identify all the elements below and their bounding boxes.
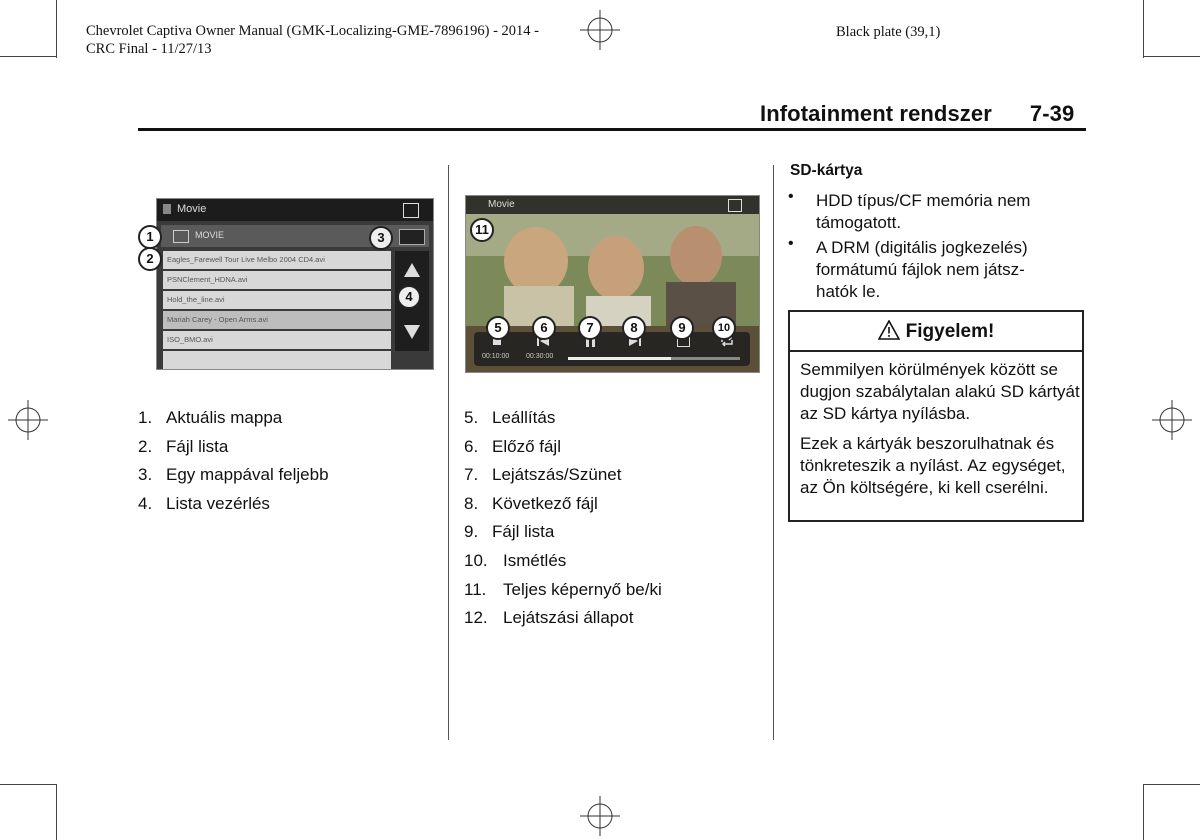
list-item: [464, 437, 561, 457]
file-row[interactable]: ISO_BMO.avi: [163, 331, 391, 349]
file-row[interactable]: Mariah Carey - Open Arms.avi: [163, 311, 391, 329]
crop-mark: [0, 56, 56, 57]
callout-2: 2: [138, 247, 162, 271]
progress-fill: [568, 357, 671, 360]
item-text: Teljes képernyő be/ki: [503, 580, 662, 599]
total-time: 00:30:00: [526, 353, 554, 360]
bullet-item: [788, 237, 1078, 303]
list-item: [464, 608, 633, 628]
item-number: 10.: [464, 551, 488, 570]
file-list: [163, 251, 391, 370]
list-item: [464, 465, 621, 485]
warning-paragraph: Ezek a kártyák beszorulhatnak és tönkreteszik a nyílást. Az egységet, az Ön költségére, ki kell cserélni.: [800, 434, 1066, 497]
file-row[interactable]: Eagles_Farewell Tour Live Melbo 2004 CD4.avi: [163, 251, 391, 269]
elapsed-time: 00:10:00: [482, 353, 510, 360]
item-text: Egy mappával feljebb: [166, 465, 329, 484]
item-number: 11.: [464, 580, 487, 599]
column-divider: [448, 165, 449, 740]
bullet-text: A DRM (digitális jogkezelés) formátumú fájlok nem játsz-hatók le.: [816, 238, 1028, 301]
file-row: [163, 351, 391, 370]
item-text: Előző fájl: [492, 437, 561, 456]
registration-mark-icon: [8, 400, 48, 440]
item-text: Lejátszási állapot: [503, 608, 634, 627]
item-number: 4.: [138, 494, 153, 513]
print-header-line2: CRC Final - 11/27/13: [86, 41, 212, 57]
registration-mark-icon: [580, 10, 620, 50]
warning-title-bar: [790, 312, 1082, 352]
item-number: 1.: [138, 408, 153, 427]
callout-6: 6: [532, 316, 556, 340]
callout-10: 10: [712, 316, 736, 340]
scroll-down-icon[interactable]: [404, 325, 420, 339]
section-title: Infotainment rendszer: [760, 101, 992, 126]
page-title: [760, 101, 1074, 127]
list-item: [464, 551, 566, 571]
crop-mark: [0, 784, 56, 785]
item-number: 9.: [464, 522, 479, 541]
column-divider: [773, 165, 774, 740]
item-text: Leállítás: [492, 408, 556, 427]
progress-track[interactable]: [568, 357, 740, 360]
screen-title: Movie: [177, 203, 207, 215]
folder-icon: [173, 230, 189, 243]
bullet-dot: •: [788, 188, 794, 205]
movie-browser-screenshot: [156, 198, 434, 370]
list-item: [138, 437, 228, 457]
bullet-item: [788, 190, 1078, 236]
file-row[interactable]: PSNClement_HDNA.avi: [163, 271, 391, 289]
warning-triangle-icon: [878, 320, 900, 340]
bullet-dot: •: [788, 235, 794, 252]
screen-title-bar: [157, 199, 433, 221]
file-row[interactable]: Hold_the_line.avi: [163, 291, 391, 309]
crop-mark: [1144, 784, 1200, 785]
home-icon: [403, 203, 419, 218]
back-icon: [163, 204, 171, 214]
callout-8: 8: [622, 316, 646, 340]
print-header-line1: Chevrolet Captiva Owner Manual (GMK-Localizing-GME-7896196) - 2014 -: [86, 23, 540, 39]
callout-1: 1: [138, 225, 162, 249]
item-text: Fájl lista: [166, 437, 229, 456]
scroll-up-icon[interactable]: [404, 263, 420, 277]
sd-card-heading: SD-kártya: [790, 162, 863, 179]
folder-name: MOVIE: [195, 230, 225, 240]
list-item: [464, 494, 598, 514]
print-header: [86, 22, 539, 58]
home-icon: [728, 199, 742, 212]
item-number: 6.: [464, 437, 479, 456]
registration-mark-icon: [1152, 400, 1192, 440]
item-number: 8.: [464, 494, 479, 513]
item-number: 5.: [464, 408, 479, 427]
callout-9: 9: [670, 316, 694, 340]
list-item: [464, 522, 554, 542]
list-item: [138, 494, 270, 514]
item-text: Aktuális mappa: [166, 408, 283, 427]
item-text: Lista vezérlés: [166, 494, 270, 513]
registration-mark-icon: [580, 796, 620, 836]
title-rule: [138, 128, 1086, 131]
item-number: 7.: [464, 465, 479, 484]
item-text: Lejátszás/Szünet: [492, 465, 622, 484]
plate-label: Black plate (39,1): [836, 24, 941, 40]
callout-7: 7: [578, 316, 602, 340]
player-control-bar: [474, 332, 750, 366]
item-text: Ismétlés: [503, 551, 567, 570]
crop-mark: [1143, 784, 1144, 840]
warning-box: [788, 310, 1084, 522]
folder-up-button[interactable]: [399, 229, 425, 245]
item-number: 2.: [138, 437, 153, 456]
page-number: 7-39: [1029, 101, 1075, 126]
item-text: Következő fájl: [492, 494, 598, 513]
callout-3: 3: [369, 226, 393, 250]
crop-mark: [1144, 56, 1200, 57]
list-item: [138, 408, 282, 428]
list-item: [138, 465, 329, 485]
movie-player-screenshot: [465, 195, 760, 373]
player-title-bar: [466, 196, 759, 214]
crop-mark: [56, 784, 57, 840]
item-number: 3.: [138, 465, 153, 484]
list-item: [464, 408, 555, 428]
warning-title: Figyelem!: [905, 321, 995, 342]
item-text: Fájl lista: [492, 522, 555, 541]
crop-mark: [56, 0, 57, 58]
warning-paragraph: Semmilyen körülmények között se dugjon szabálytalan alakú SD kártyát az SD kártya nyílásba.: [800, 360, 1080, 423]
screen-title: Movie: [488, 199, 515, 210]
callout-11: 11: [470, 218, 494, 242]
list-item: [464, 580, 662, 600]
callout-4: 4: [397, 285, 421, 309]
crop-mark: [1143, 0, 1144, 58]
item-number: 12.: [464, 608, 488, 627]
callout-5: 5: [486, 316, 510, 340]
bullet-text: HDD típus/CF memória nem támogatott.: [816, 191, 1031, 232]
